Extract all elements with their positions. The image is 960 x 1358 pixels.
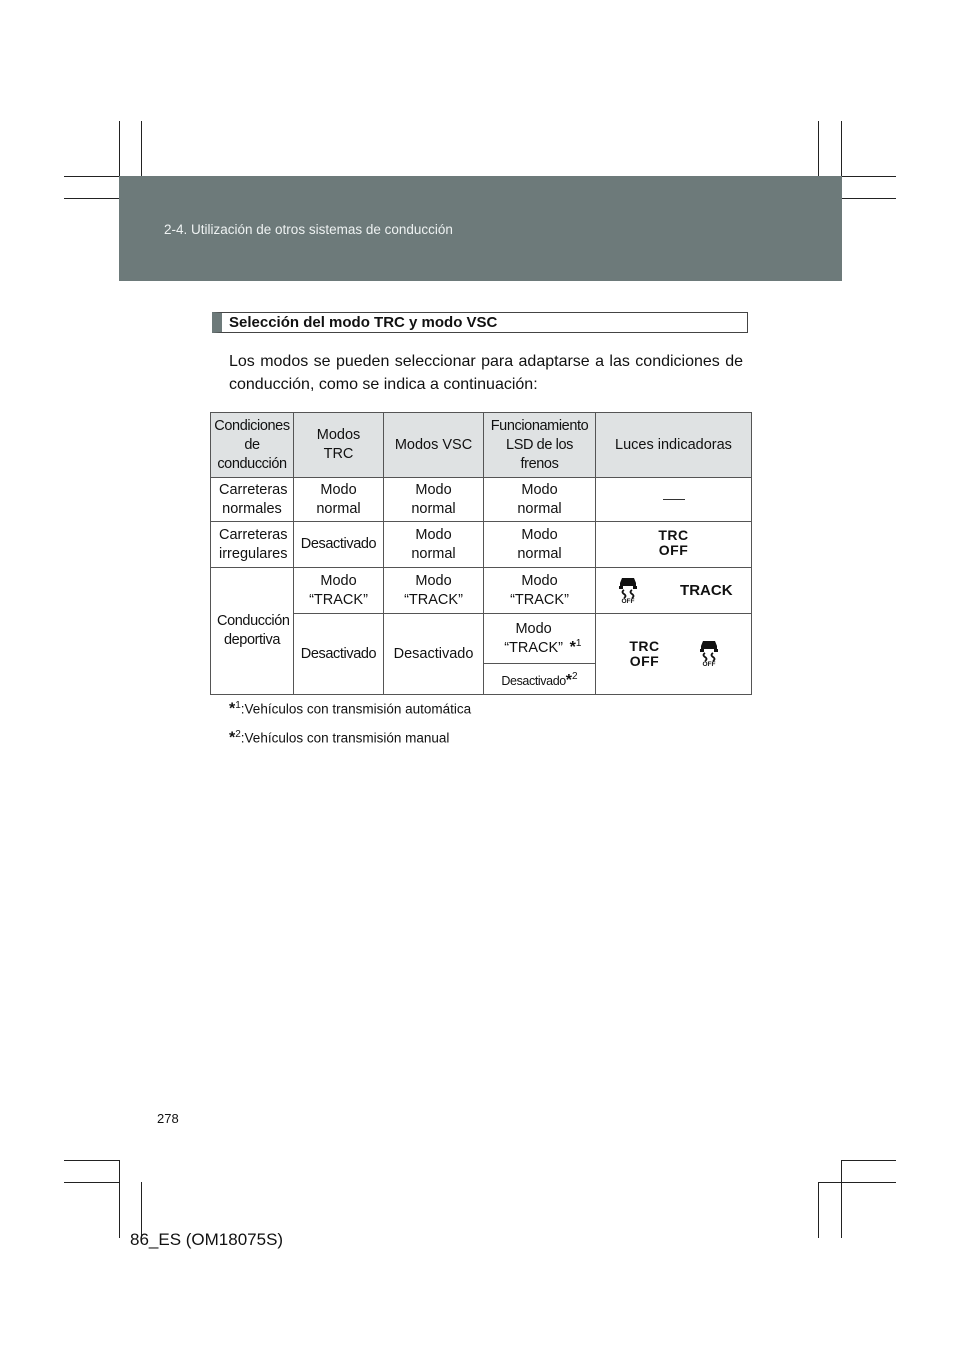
cell-trc	[294, 478, 384, 522]
cell-lsd	[484, 478, 596, 522]
crop-mark	[841, 121, 842, 176]
vsc-off-icon	[697, 636, 721, 672]
crop-mark	[819, 1182, 896, 1183]
cell-indicator	[596, 614, 752, 695]
footnote-mark: *	[229, 729, 236, 747]
header-lsd: Funcionamiento LSD de los frenos	[484, 413, 596, 478]
track-indicator: TRACK	[680, 582, 733, 599]
header-trc	[294, 413, 384, 478]
header-band	[119, 176, 842, 281]
crop-mark	[64, 198, 119, 199]
section-title: Selección del modo TRC y modo VSC	[212, 312, 748, 333]
cell-conditions	[211, 568, 294, 695]
header-vsc: Modos VSC	[384, 413, 484, 478]
modes-table	[210, 412, 752, 695]
vsc-off-icon	[616, 573, 640, 609]
document-code: 86_ES (OM18075S)	[130, 1230, 284, 1249]
cell-indicator	[596, 478, 752, 522]
crop-mark	[64, 1160, 120, 1161]
cell-trc: Desactivado	[294, 614, 384, 695]
trc-off-indicator: TRC OFF	[629, 638, 660, 669]
footnote-ref: 2	[572, 671, 578, 683]
crop-mark	[64, 176, 119, 177]
header-indicators: Luces indicadoras	[596, 413, 752, 478]
footnote-marker: *	[569, 638, 576, 656]
cell-vsc	[384, 478, 484, 522]
footnote-marker: *	[565, 671, 573, 689]
cell-vsc-text: Modo “TRACK”	[404, 572, 463, 608]
cell-conditions-text: Carreteras irregulares	[219, 526, 288, 562]
crop-mark	[841, 1160, 896, 1161]
cell-lsd	[484, 664, 596, 695]
table-header-row	[211, 413, 752, 478]
cell-conditions	[211, 478, 294, 522]
vsc-off-icon-label: OFF	[621, 597, 635, 603]
cell-lsd-text: Modo normal	[517, 481, 562, 517]
crop-mark	[119, 121, 120, 176]
cell-trc	[294, 568, 384, 614]
footnote-1	[229, 700, 471, 719]
cell-conditions-text: Carreteras normales	[219, 481, 288, 517]
dash-mark	[663, 499, 685, 500]
crop-mark	[141, 121, 142, 176]
footnote-text: :Vehículos con transmisión automática	[240, 701, 472, 717]
cell-trc-text: Modo “TRACK”	[309, 572, 368, 608]
cell-lsd	[484, 614, 596, 664]
header-trc-text: Modos TRC	[316, 427, 361, 462]
cell-lsd	[484, 568, 596, 614]
crop-mark	[841, 1160, 842, 1238]
footnote-ref: 2	[235, 729, 241, 740]
cell-vsc	[384, 568, 484, 614]
crop-mark	[818, 121, 819, 176]
table-row	[211, 478, 752, 522]
cell-vsc	[384, 522, 484, 568]
crop-mark	[64, 1182, 120, 1183]
cell-lsd-text: Modo “TRACK”	[504, 620, 563, 656]
cell-conditions-text: Conducción deportiva	[217, 613, 290, 648]
cell-trc-text: Modo normal	[316, 481, 361, 517]
cell-vsc-text: Modo normal	[411, 481, 456, 517]
footnote-2	[229, 729, 449, 748]
cell-lsd	[484, 522, 596, 568]
footnote-ref: 1	[575, 637, 582, 649]
crop-mark	[842, 176, 896, 177]
cell-lsd-text: Modo normal	[517, 526, 562, 562]
table-row	[211, 522, 752, 568]
header-conditions: Condiciones de conducción	[211, 413, 294, 478]
page-number: 278	[157, 1111, 179, 1126]
cell-indicator	[596, 522, 752, 568]
crop-mark	[842, 198, 896, 199]
cell-vsc-text: Modo normal	[411, 526, 456, 562]
intro-paragraph: Los modos se pueden seleccionar para adaptarse a las condiciones de conducción, como se indica a continuación:	[229, 353, 743, 393]
table-row	[211, 568, 752, 614]
cell-conditions	[211, 522, 294, 568]
vsc-off-icon-label: OFF	[702, 661, 716, 666]
cell-lsd-text: Desactivado	[501, 673, 566, 688]
trc-off-indicator: TRC OFF	[658, 527, 689, 558]
footnote-mark: *	[229, 700, 236, 718]
cell-trc: Desactivado	[294, 522, 384, 568]
footnote-ref: 1	[235, 700, 241, 711]
crop-mark	[119, 1160, 120, 1238]
cell-indicator	[596, 568, 752, 614]
breadcrumb: 2-4. Utilización de otros sistemas de conducción	[164, 222, 453, 237]
cell-lsd-text: Modo “TRACK”	[510, 572, 569, 608]
footnote-text: :Vehículos con transmisión manual	[240, 730, 450, 746]
cell-vsc: Desactivado	[384, 614, 484, 695]
crop-mark	[818, 1182, 819, 1238]
